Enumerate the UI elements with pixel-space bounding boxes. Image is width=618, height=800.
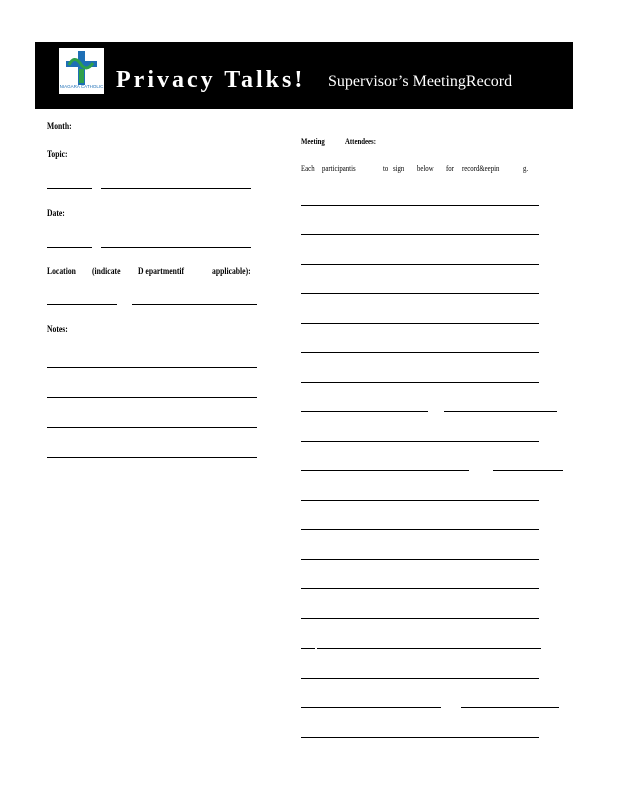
instruction-word: participantis: [322, 164, 356, 173]
location-field-short[interactable]: [47, 304, 117, 305]
instruction-word: Each: [301, 164, 315, 173]
location-label-word: (indicate: [92, 266, 121, 276]
location-label-word: Location: [47, 266, 76, 276]
notes-line[interactable]: [47, 397, 257, 398]
signature-line[interactable]: [301, 500, 539, 501]
instruction-word: below: [417, 164, 434, 173]
month-label: Month:: [47, 121, 72, 131]
signature-line-part[interactable]: [493, 470, 563, 471]
page-subtitle: Supervisor’s MeetingRecord: [328, 73, 513, 90]
signature-line[interactable]: [301, 323, 539, 324]
location-label-word: applicable):: [212, 266, 251, 276]
instruction-word: for: [446, 164, 454, 173]
date-field-short[interactable]: [47, 247, 92, 248]
signature-line-part[interactable]: [444, 411, 557, 412]
school-logo: [59, 48, 104, 94]
topic-field-short[interactable]: [47, 188, 92, 189]
attendees-label-word: Meeting: [301, 137, 325, 146]
date-label: Date:: [47, 208, 65, 218]
signature-line[interactable]: [301, 588, 539, 589]
notes-line[interactable]: [47, 367, 257, 368]
signature-line[interactable]: [301, 559, 539, 560]
signature-line-part[interactable]: [301, 707, 441, 708]
notes-line[interactable]: [47, 457, 257, 458]
signature-line[interactable]: [301, 529, 539, 530]
attendees-label-word: Attendees:: [345, 137, 376, 146]
signature-line[interactable]: [301, 382, 539, 383]
instruction-word: to: [383, 164, 389, 173]
instruction-word: record&eepin: [462, 164, 500, 173]
signature-line[interactable]: [301, 234, 539, 235]
signature-line[interactable]: [301, 618, 539, 619]
cross-logo-icon: [66, 51, 97, 85]
notes-label: Notes:: [47, 324, 68, 334]
notes-line[interactable]: [47, 427, 257, 428]
signature-line[interactable]: [301, 737, 539, 738]
instruction-word: g.: [523, 164, 529, 173]
signature-line-part[interactable]: [301, 470, 469, 471]
page-title: Privacy Talks!: [116, 67, 306, 93]
location-field-long[interactable]: [132, 304, 257, 305]
signature-line[interactable]: [301, 205, 539, 206]
signature-line-part[interactable]: [301, 648, 315, 649]
logo-text: NIAGARA CATHOLIC: [59, 84, 104, 89]
signature-line-part[interactable]: [301, 411, 428, 412]
location-label-word: D epartmentif: [138, 266, 185, 276]
signature-line[interactable]: [301, 293, 539, 294]
signature-line[interactable]: [301, 678, 539, 679]
signature-line[interactable]: [301, 441, 539, 442]
topic-label: Topic:: [47, 149, 68, 159]
signature-line[interactable]: [301, 264, 539, 265]
topic-field-long[interactable]: [101, 188, 251, 189]
instruction-word: sign: [393, 164, 405, 173]
signature-line[interactable]: [301, 352, 539, 353]
date-field-long[interactable]: [101, 247, 251, 248]
signature-line-part[interactable]: [317, 648, 541, 649]
signature-line-part[interactable]: [461, 707, 559, 708]
